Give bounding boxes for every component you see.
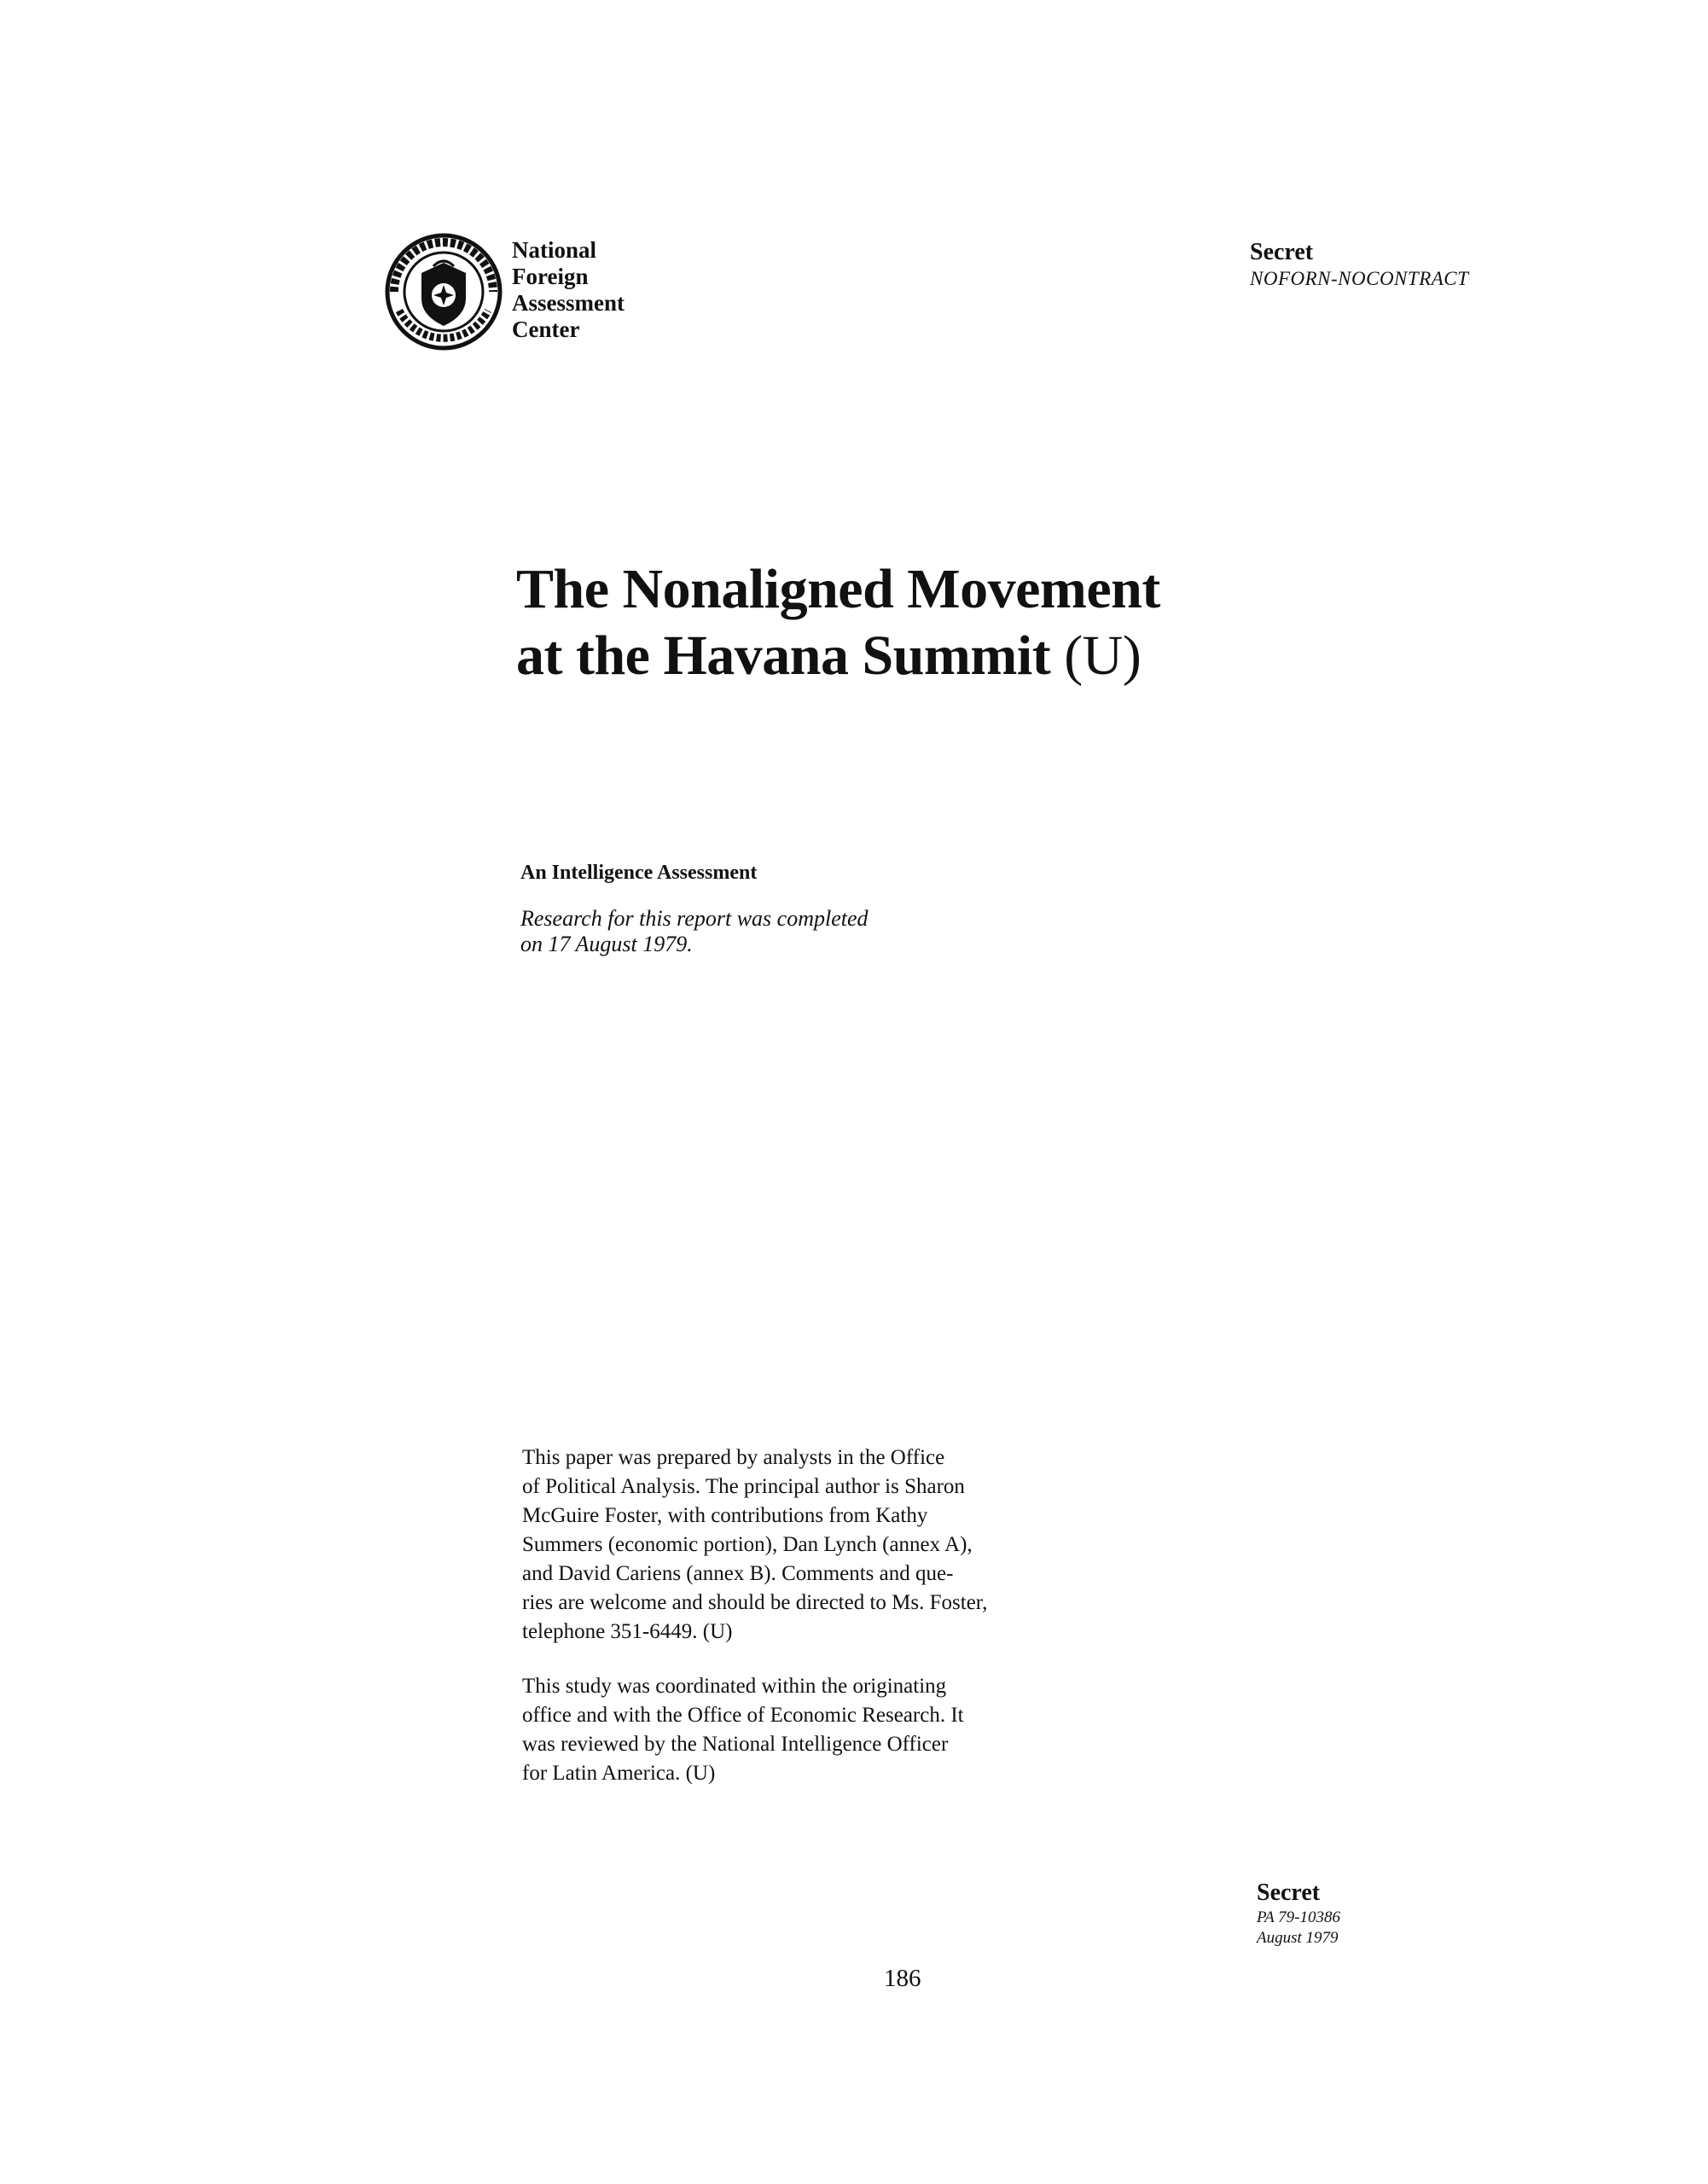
classification-marking: (U) bbox=[1064, 624, 1142, 687]
office-line: Assessment bbox=[512, 290, 625, 316]
paragraph-line: for Latin America. (U) bbox=[522, 1762, 716, 1785]
classification-label: Secret bbox=[1257, 1879, 1321, 1906]
paragraph-line: of Political Analysis. The principal author is Sharon bbox=[522, 1475, 965, 1498]
office-line: Foreign bbox=[512, 264, 589, 289]
preparation-paragraph bbox=[522, 1443, 987, 1647]
paragraph-line: and David Cariens (annex B). Comments and que- bbox=[522, 1562, 954, 1585]
paragraph-line: was reviewed by the National Intelligence Officer bbox=[522, 1733, 949, 1756]
title-line-2 bbox=[516, 623, 1160, 689]
classification-footer bbox=[1257, 1879, 1340, 1949]
classification-label: Secret bbox=[1250, 239, 1314, 265]
paragraph-line: office and with the Office of Economic Research. It bbox=[522, 1704, 964, 1727]
dissemination-caveat: NOFORN-NOCONTRACT bbox=[1250, 268, 1469, 289]
title-line-1: The Nonaligned Movement bbox=[516, 558, 1160, 620]
note-line: Research for this report was completed bbox=[520, 906, 869, 931]
note-line: on 17 August 1979. bbox=[520, 932, 693, 956]
document-number: PA 79-10386 bbox=[1257, 1908, 1340, 1926]
title-line-2-text: at the Havana Summit bbox=[516, 624, 1051, 687]
research-completion-note bbox=[520, 906, 869, 957]
document-title bbox=[516, 556, 1160, 689]
office-line: National bbox=[512, 237, 597, 263]
page-number: 186 bbox=[884, 1965, 921, 1992]
issuing-office bbox=[512, 237, 625, 343]
paragraph-line: This study was coordinated within the originating bbox=[522, 1675, 947, 1698]
coordination-paragraph bbox=[522, 1672, 964, 1788]
document-type-label: An Intelligence Assessment bbox=[520, 862, 758, 884]
paragraph-line: telephone 351-6449. (U) bbox=[522, 1620, 733, 1643]
paragraph-line: McGuire Foster, with contributions from Kathy bbox=[522, 1504, 928, 1527]
paragraph-line: ries are welcome and should be directed to Ms. Foster, bbox=[522, 1591, 988, 1614]
document-date: August 1979 bbox=[1257, 1929, 1339, 1947]
paragraph-line: This paper was prepared by analysts in the Office bbox=[522, 1446, 945, 1469]
paragraph-line: Summers (economic portion), Dan Lynch (annex A), bbox=[522, 1533, 973, 1556]
office-line: Center bbox=[512, 317, 580, 342]
classification-header bbox=[1250, 239, 1468, 292]
cia-seal-icon bbox=[384, 232, 503, 351]
